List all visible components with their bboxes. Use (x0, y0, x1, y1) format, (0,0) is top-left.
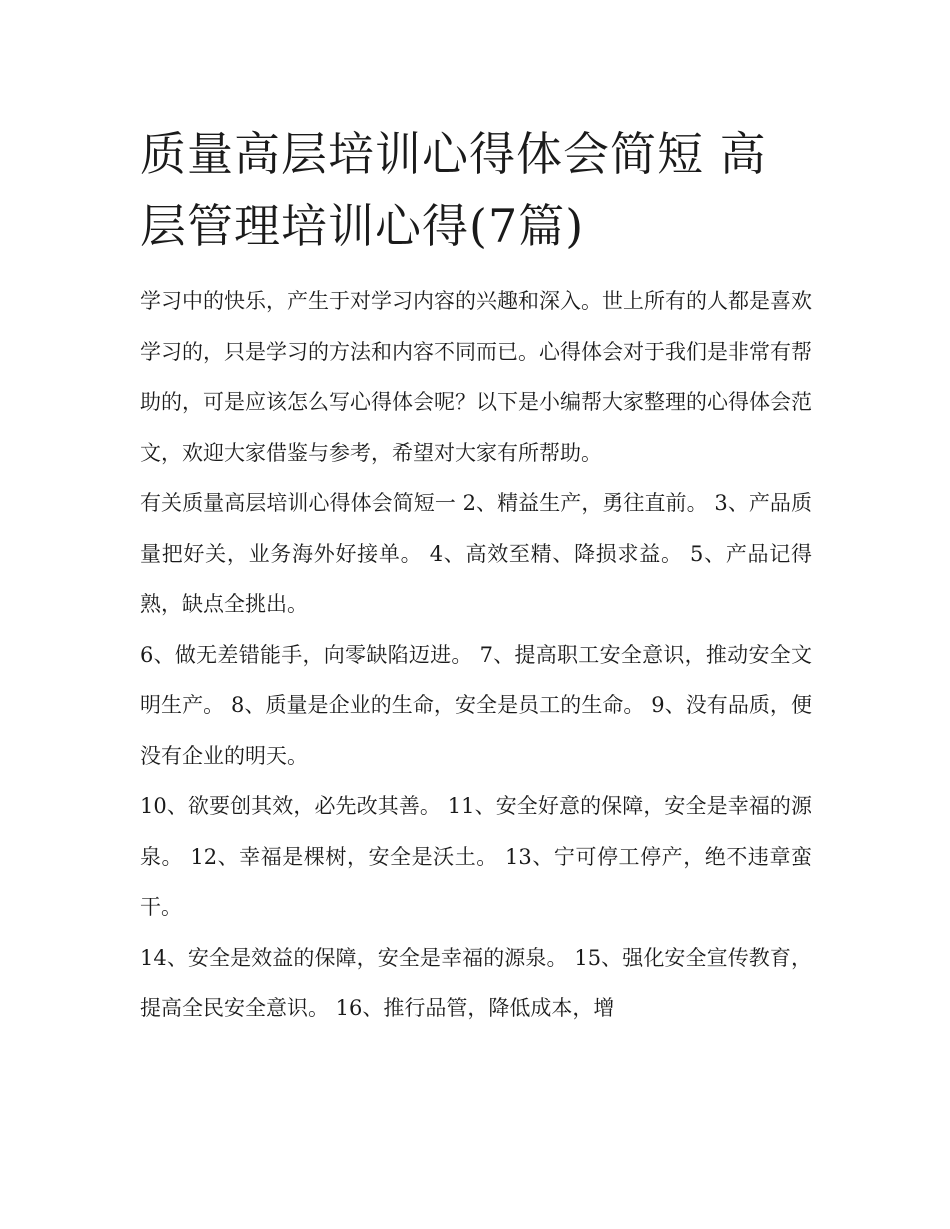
paragraph-slogans-3: 10、欲要创其效，必先改其善。 11、安全好意的保障，安全是幸福的源泉。 12、幸福是棵树，安全是沃土。 13、宁可停工停产，绝不违章蛮干。 (140, 794, 812, 919)
paragraph-intro: 学习中的快乐，产生于对学习内容的兴趣和深入。世上所有的人都是喜欢学习的，只是学习的方法和内容不同而已。心得体会对于我们是非常有帮助的，可是应该怎么写心得体会呢？以下是小编帮大家整理的心得体会范文，欢迎大家借鉴与参考，希望对大家有所帮助。 (140, 289, 812, 465)
paragraph-slogans-4: 14、安全是效益的保障，安全是幸福的源泉。 15、强化安全宣传教育，提高全民安全意识。 16、推行品管，降低成本，增 (140, 945, 812, 1020)
paragraph-slogans-1: 有关质量高层培训心得体会简短一 2、精益生产，勇往直前。 3、产品质量把好关，业务海外好接单。 4、高效至精、降损求益。 5、产品记得熟，缺点全挑出。 (140, 491, 812, 616)
document-page (140, 118, 812, 1034)
document-title: 质量高层培训心得体会简短 高层管理培训心得(7篇) (140, 127, 767, 253)
paragraph-slogans-2: 6、做无差错能手，向零缺陷迈进。 7、提高职工安全意识，推动安全文明生产。 8、质量是企业的生命，安全是员工的生命。 9、没有品质，便没有企业的明天。 (140, 642, 812, 768)
